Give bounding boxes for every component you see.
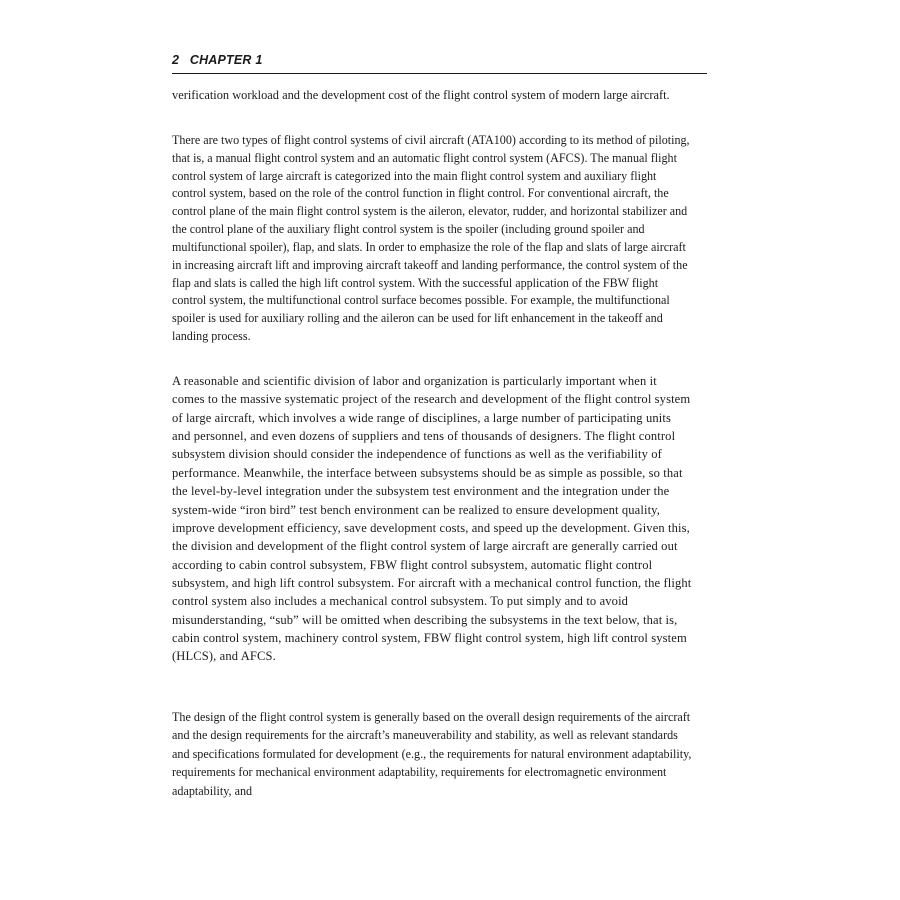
page-number: 2 — [172, 53, 180, 67]
running-head — [172, 53, 707, 74]
paragraph-design-basis: The design of the flight control system is generally based on the overall design requirements of the aircraft and the design requirements for the aircraft’s maneuverability and stability, as well as relevant standards and specifications formulated for development (e.g., the requirements for natural environment adaptability, requirements for mechanical environment adaptability, requirements for electromagnetic environment adaptability, and — [172, 710, 692, 798]
paragraph-subsystem-division: A reasonable and scientific division of labor and organization is particularly important when it comes to the massive systematic project of the research and development of the flight control system of large aircraft, which involves a wide range of disciplines, a large number of participating units and personnel, and even dozens of suppliers and tens of thousands of designers. The flight control subsystem division should consider the independence of functions as well as the verifiability of performance. Meanwhile, the interface between subsystems should be as simple as possible, so that the level-by-level integration under the subsystem test environment and the integration under the system-wide “iron bird” test bench environment can be realized to ensure development quality, improve development efficiency, save development costs, and speed up the development. Given this, the division and development of the flight control system of large aircraft are generally carried out according to cabin control subsystem, FBW flight control subsystem, automatic flight control subsystem, and high lift control subsystem. For aircraft with a mechanical control function, the flight control system also includes a mechanical control subsystem. To put simply and to avoid misunderstanding, “sub” will be omitted when describing the subsystems in the text below, that is, cabin control system, machinery control system, FBW flight control system, high lift control system (HLCS), and AFCS. — [172, 374, 692, 664]
chapter-title: CHAPTER 1 — [189, 53, 263, 67]
paragraph-control-system-types: There are two types of flight control systems of civil aircraft (ATA100) according to its method of piloting, that is, a manual flight control system and an automatic flight control system (AFCS). The manual flight control system of large aircraft is categorized into the main flight control system and auxiliary flight control system, based on the role of the control function in flight control. For conventional aircraft, the control plane of the main flight control system is the aileron, elevator, rudder, and horizontal stabilizer and the control plane of the auxiliary flight control system is the spoiler (including ground spoiler and multifunctional spoiler), flap, and slats. In order to emphasize the role of the flap and slats of large aircraft in increasing aircraft lift and improving aircraft takeoff and landing performance, the control system of the flap and slats is called the high lift control system. With the successful application of the FBW flight control system, the multifunctional control surface becomes possible. For example, the multifunctional spoiler is used for auxiliary rolling and the aileron can be used for lift enhancement in the takeoff and landing process. — [172, 133, 690, 343]
paragraph-continuation: verification workload and the development cost of the flight control system of modern large aircraft. — [172, 88, 670, 102]
